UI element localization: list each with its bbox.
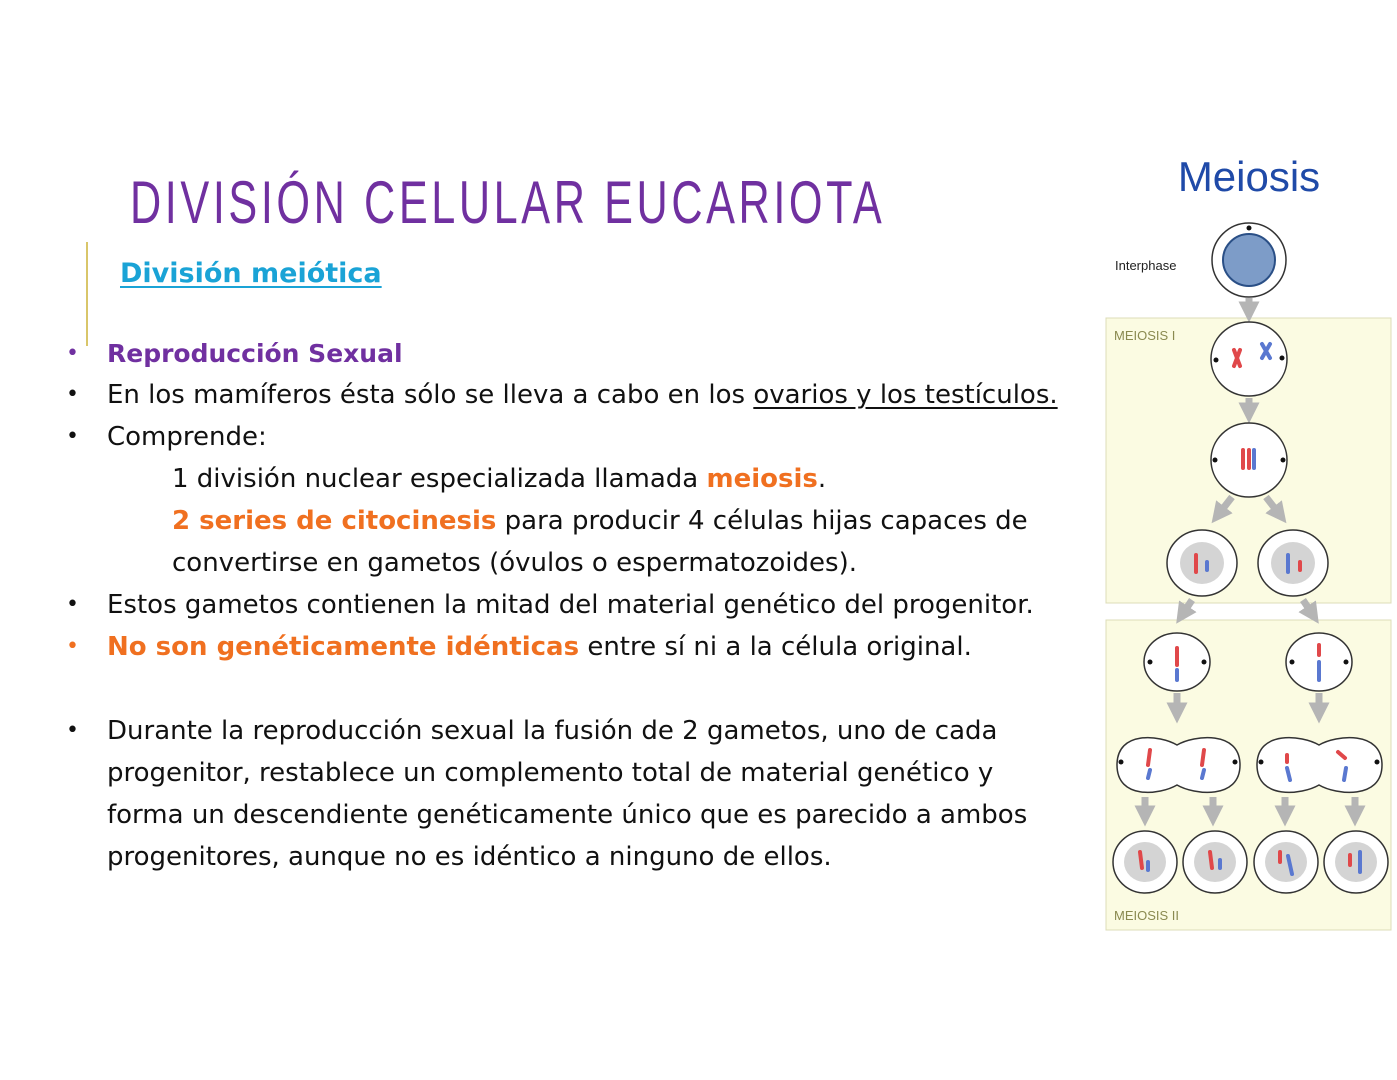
title-accent-bar: [86, 242, 88, 346]
bullet-durante-line4: progenitores, aunque no es idéntico a ninguno de ellos.: [107, 842, 832, 872]
interphase-label: Interphase: [1115, 258, 1177, 273]
sub-item-meiosis: [172, 463, 826, 495]
bullet-dot: •: [66, 341, 79, 366]
bullet-dot: •: [66, 382, 79, 407]
underlined-text: ovarios y los testículos.: [753, 380, 1058, 410]
sub-item-citocinesis: [172, 505, 1028, 537]
bullet-durante-line1: Durante la reproducción sexual la fusión de 2 gametos, uno de cada: [107, 716, 998, 746]
text: 1 división nuclear especializada llamada: [172, 464, 707, 494]
bullet-mamiferos: [107, 379, 1058, 411]
bullet-comprende: Comprende:: [107, 422, 267, 452]
bullet-no-identicas: [107, 631, 972, 663]
highlight: No son genéticamente idénticas: [107, 632, 580, 662]
bullet-dot: •: [66, 592, 79, 617]
slide-title: DIVISIÓN CELULAR EUCARIOTA: [130, 169, 886, 236]
bullet-mitad: Estos gametos contienen la mitad del material genético del progenitor.: [107, 590, 1034, 620]
bullet-reproduccion: Reproducción Sexual: [107, 339, 403, 368]
meiosis-diagram: [1100, 150, 1397, 940]
nucleus: [1223, 234, 1275, 286]
bullet-durante-line2: progenitor, restablece un complemento total de material genético y: [107, 758, 994, 788]
subtitle: División meiótica: [120, 258, 382, 289]
text: .: [817, 464, 827, 494]
bullet-dot: •: [66, 634, 79, 659]
diagram-title: Meiosis: [1177, 153, 1321, 200]
text: En los mamíferos ésta sólo se lleva a cabo en los: [107, 380, 754, 410]
bullet-dot: •: [66, 424, 79, 449]
bullet-dot: •: [66, 718, 79, 743]
text: para producir 4 células hijas capaces de: [496, 506, 1028, 536]
text: entre sí ni a la célula original.: [579, 632, 972, 662]
bullet-durante-line3: forma un descendiente genéticamente único que es parecido a ambos: [107, 800, 1028, 830]
sub-item-gametos: convertirse en gametos (óvulos o espermatozoides).: [172, 548, 857, 578]
highlight: 2 series de citocinesis: [172, 506, 497, 536]
meiosis2-label: MEIOSIS II: [1114, 908, 1180, 923]
highlight: meiosis: [706, 464, 818, 494]
meiosis1-label: MEIOSIS I: [1114, 328, 1176, 343]
